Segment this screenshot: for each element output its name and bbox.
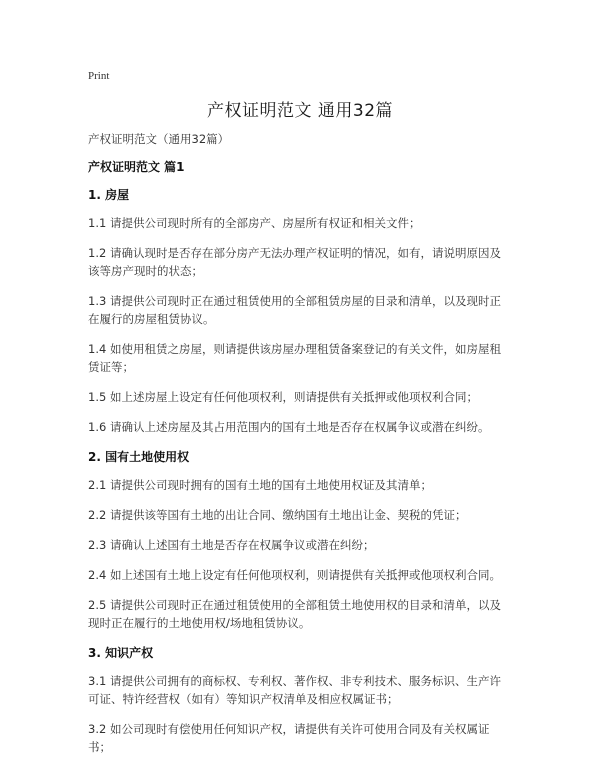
section-heading-2: 2. 国有土地使用权 (88, 450, 190, 464)
paragraph: 2.3 请确认上述国有土地是否存在权属争议或潜在纠纷； (88, 538, 375, 552)
article-heading: 产权证明范文 篇1 (88, 160, 185, 174)
paragraph: 1.2 请确认现时是否存在部分房产无法办理产权证明的情况，如有，请说明原因及该等房产现时的状态； (88, 246, 501, 278)
paragraph: 2.2 请提供该等国有土地的出让合同、缴纳国有土地出让金、契税的凭证； (88, 508, 467, 522)
paragraph: 1.6 请确认上述房屋及其占用范围内的国有土地是否存在权属争议或潜在纠纷。 (88, 420, 490, 434)
paragraph: 2.4 如上述国有土地上设定有任何他项权利，则请提供有关抵押或他项权利合同。 (88, 568, 501, 582)
paragraph: 2.5 请提供公司现时正在通过租赁使用的全部租赁土地使用权的目录和清单，以及现时正在履行的土地使用权/场地租赁协议。 (88, 598, 501, 630)
paragraph: 1.1 请提供公司现时所有的全部房产、房屋所有权证和相关文件； (88, 216, 421, 230)
paragraph: 1.5 如上述房屋上设定有任何他项权利，则请提供有关抵押或他项权利合同； (88, 390, 478, 404)
section-heading-3: 3. 知识产权 (88, 646, 154, 660)
paragraph: 1.3 请提供公司现时正在通过租赁使用的全部租赁房屋的目录和清单，以及现时正在履行的房屋租赁协议。 (88, 294, 501, 326)
paragraph: 2.1 请提供公司现时拥有的国有土地的国有土地使用权证及其清单； (88, 478, 432, 492)
document-subtitle: 产权证明范文（通用32篇） (88, 132, 230, 146)
document-body (88, 130, 512, 768)
paragraph: 3.1 请提供公司拥有的商标权、专利权、著作权、非专利技术、服务标识、生产许可证、特许经营权（如有）等知识产权清单及相应权属证书； (88, 674, 501, 706)
section-heading-1: 1. 房屋 (88, 188, 130, 202)
paragraph: 3.2 如公司现时有偿使用任何知识产权，请提供有关许可使用合同及有关权属证书； (88, 722, 490, 754)
print-label[interactable]: Print (88, 70, 110, 82)
paragraph: 1.4 如使用租赁之房屋，则请提供该房屋办理租赁备案登记的有关文件，如房屋租赁证等； (88, 342, 501, 374)
document-title: 产权证明范文 通用32篇 (206, 101, 394, 121)
